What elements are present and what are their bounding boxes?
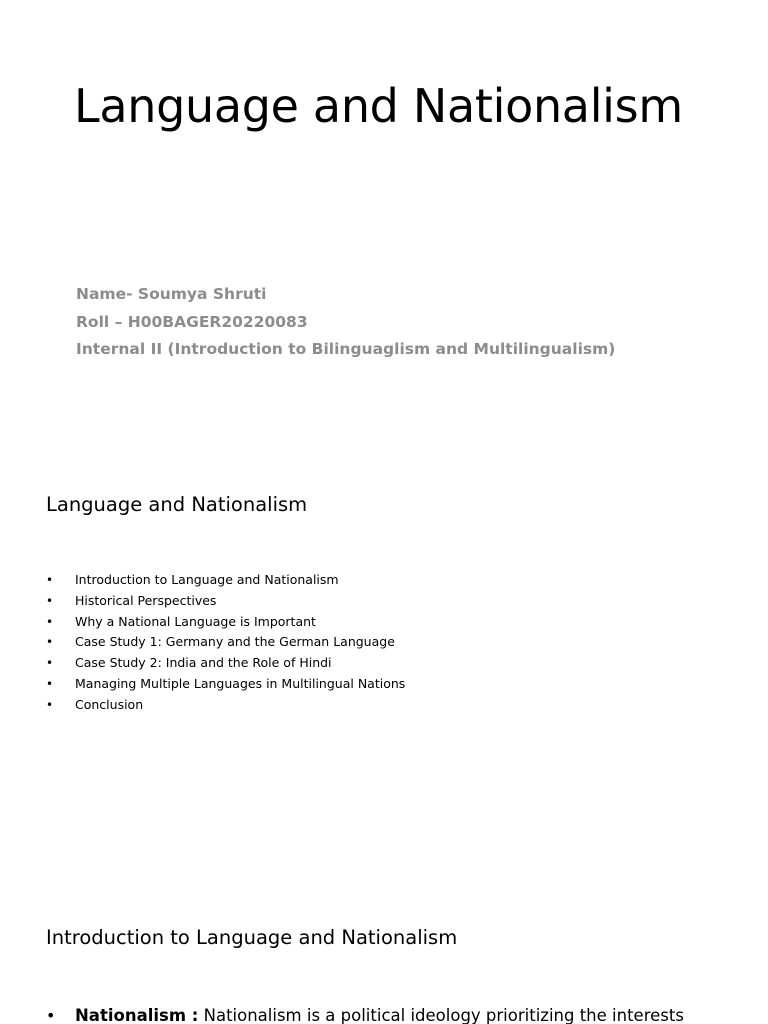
bullet-icon: • [46, 635, 54, 650]
bullet-icon: • [46, 614, 54, 629]
bullet-icon: • [46, 697, 54, 712]
bullet-icon: • [46, 593, 54, 608]
list-item-text: Case Study 1: Germany and the German Language [75, 634, 395, 650]
intro-list [46, 1004, 684, 1024]
list-item [46, 570, 405, 591]
list-item-text: Case Study 2: India and the Role of Hindi [75, 655, 332, 671]
list-item [46, 695, 405, 716]
list-item [46, 1004, 684, 1024]
list-item-text: Managing Multiple Languages in Multilingual Nations [75, 675, 406, 691]
course-info: Internal II (Introduction to Bilinguaglism and Multilingualism) [76, 340, 616, 358]
list-item [46, 612, 405, 633]
bullet-icon: • [46, 656, 54, 671]
roll-number: Roll – H00BAGER20220083 [76, 312, 308, 331]
list-item-text: Why a National Language is Important [75, 613, 316, 629]
list-item-text: Conclusion [75, 696, 144, 712]
subtitle-block [76, 281, 615, 364]
list-item [46, 591, 405, 612]
bullet-icon: • [46, 1006, 56, 1024]
list-item-text: Historical Perspectives [75, 592, 217, 608]
introduction-slide [0, 864, 768, 1024]
slide-heading: Introduction to Language and Nationalism [46, 926, 458, 949]
title-slide [0, 0, 768, 432]
list-item [46, 653, 405, 674]
author-name: Name- Soumya Shruti [76, 285, 267, 303]
bullet-icon: • [46, 676, 54, 691]
bullet-icon: • [46, 573, 54, 587]
list-item [46, 632, 405, 653]
definition-text: Nationalism is a political ideology prioritizing the interests [198, 1006, 684, 1024]
definition-term: Nationalism : [75, 1006, 199, 1024]
list-item-text: Introduction to Language and Nationalism [75, 572, 339, 587]
outline-list [46, 570, 405, 716]
list-item [46, 674, 405, 695]
outline-slide [0, 432, 768, 864]
slide-heading: Language and Nationalism [46, 493, 308, 516]
main-title: Language and Nationalism [74, 79, 683, 133]
